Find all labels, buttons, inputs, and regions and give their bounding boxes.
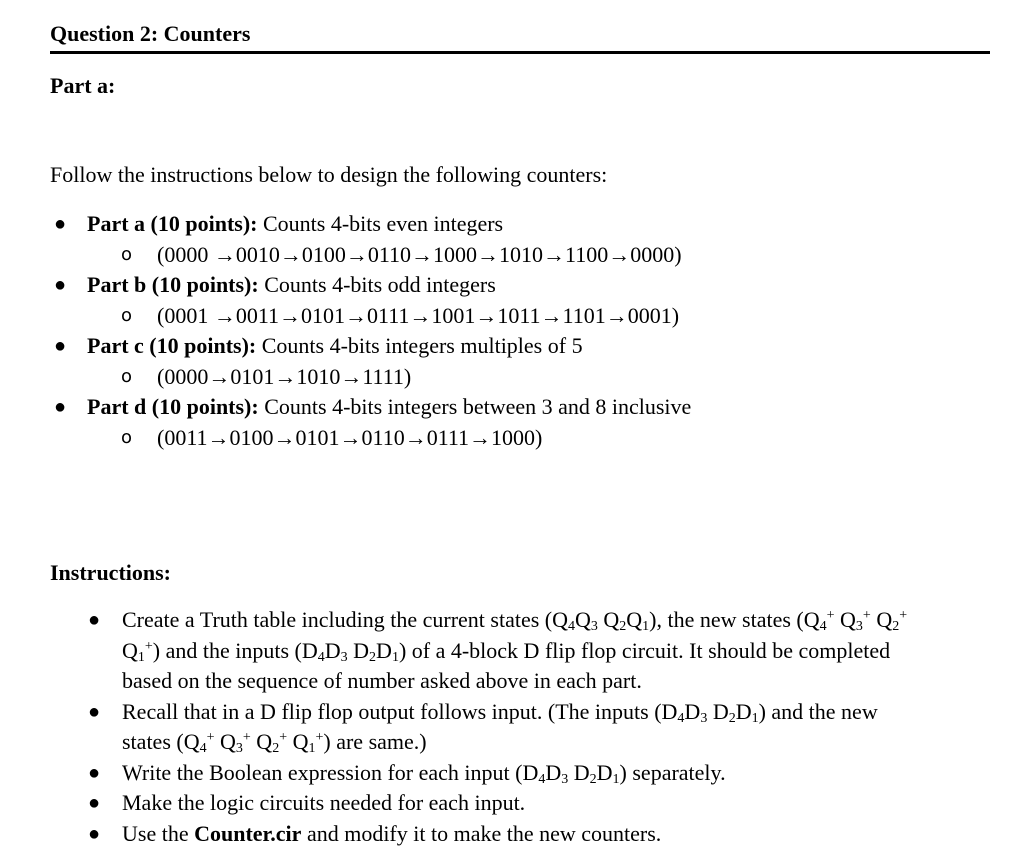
sequence-text: (0001 →0011→0101→0111→1001→1011→1101→0001) xyxy=(157,302,680,328)
part-description: Counts 4-bits even integers xyxy=(262,211,504,236)
bullet-dot: ● xyxy=(88,792,101,814)
part-heading: Part a: xyxy=(50,73,116,98)
instruction-item xyxy=(0,819,1000,850)
instructions-heading: Instructions: xyxy=(50,560,172,585)
part-item xyxy=(0,270,1000,301)
bullet-dot: ● xyxy=(54,274,67,296)
part-sequence xyxy=(0,362,1000,393)
part-sequence xyxy=(0,240,1000,271)
parts-list xyxy=(0,209,1000,453)
instructions-list xyxy=(0,605,1000,849)
bullet-circle: o xyxy=(121,365,133,387)
sequence-text: (0011→0100→0101→0110→0111→1000) xyxy=(157,424,543,450)
part-item xyxy=(0,331,1000,362)
instruction-text: Write the Boolean expression for each input ($D_4D_3$ $D_2D_1$) separately. xyxy=(122,759,726,787)
sequence-text: (0000 →0010→0100→0110→1000→1010→1100→0000) xyxy=(157,241,682,267)
part-sequence xyxy=(0,423,1000,454)
instruction-text: Make the logic circuits needed for each input. xyxy=(122,790,526,815)
part-label: Part d (10 points): xyxy=(87,394,259,419)
instruction-text: Use the Counter.cir and modify it to make the new counters. xyxy=(122,820,662,846)
bullet-dot: ● xyxy=(54,213,67,235)
part-description: Counts 4-bits integers multiples of 5 xyxy=(261,333,583,358)
bullet-circle: o xyxy=(121,243,133,265)
part-item xyxy=(0,209,1000,240)
part-item xyxy=(0,392,1000,423)
instruction-item xyxy=(0,758,1000,789)
instruction-continuation xyxy=(0,636,1000,667)
bullet-circle: o xyxy=(121,304,133,326)
part-sequence xyxy=(0,301,1000,332)
instruction-item xyxy=(0,788,1000,819)
title-underline xyxy=(50,51,990,54)
intro-text: Follow the instructions below to design the following counters: xyxy=(50,162,608,187)
instruction-continuation xyxy=(0,666,1000,697)
part-label: Part c (10 points): xyxy=(87,333,257,358)
instruction-item xyxy=(0,697,1000,728)
sequence-text: (0000→0101→1010→1111) xyxy=(157,363,412,389)
part-description: Counts 4-bits integers between 3 and 8 inclusive xyxy=(264,394,692,419)
bullet-circle: o xyxy=(121,426,133,448)
instruction-text: $Q_1^+$) and the inputs ($D_4D_3$ $D_2D_1$) of a 4-block D flip flop circuit. It should be completed xyxy=(122,637,891,665)
part-label: Part a (10 points): xyxy=(87,211,258,236)
instruction-text: Recall that in a D flip flop output follows input. (The inputs ($D_4D_3$ $D_2D_1$) and the new xyxy=(122,698,878,726)
part-label: Part b (10 points): xyxy=(87,272,259,297)
instruction-item xyxy=(0,605,1000,636)
bullet-dot: ● xyxy=(88,700,101,723)
instruction-text: Create a Truth table including the current states ($Q_4Q_3$ $Q_2Q_1$), the new states ($Q_4^+$ $Q_3^+$ $Q_2^+$ xyxy=(122,607,908,634)
bullet-dot: ● xyxy=(88,609,101,631)
instruction-text: based on the sequence of number asked above in each part. xyxy=(122,668,642,693)
bullet-dot: ● xyxy=(88,822,101,845)
bullet-dot: ● xyxy=(88,761,101,784)
part-description: Counts 4-bits odd integers xyxy=(264,272,496,297)
question-title: Question 2: Counters xyxy=(50,21,251,46)
filename: Counter.cir xyxy=(194,820,302,846)
instruction-continuation xyxy=(0,727,1000,758)
instruction-text: states ($Q_4^+$ $Q_3^+$ $Q_2^+$ $Q_1^+$) are same.) xyxy=(122,729,427,756)
bullet-dot: ● xyxy=(54,335,67,357)
bullet-dot: ● xyxy=(54,396,67,418)
